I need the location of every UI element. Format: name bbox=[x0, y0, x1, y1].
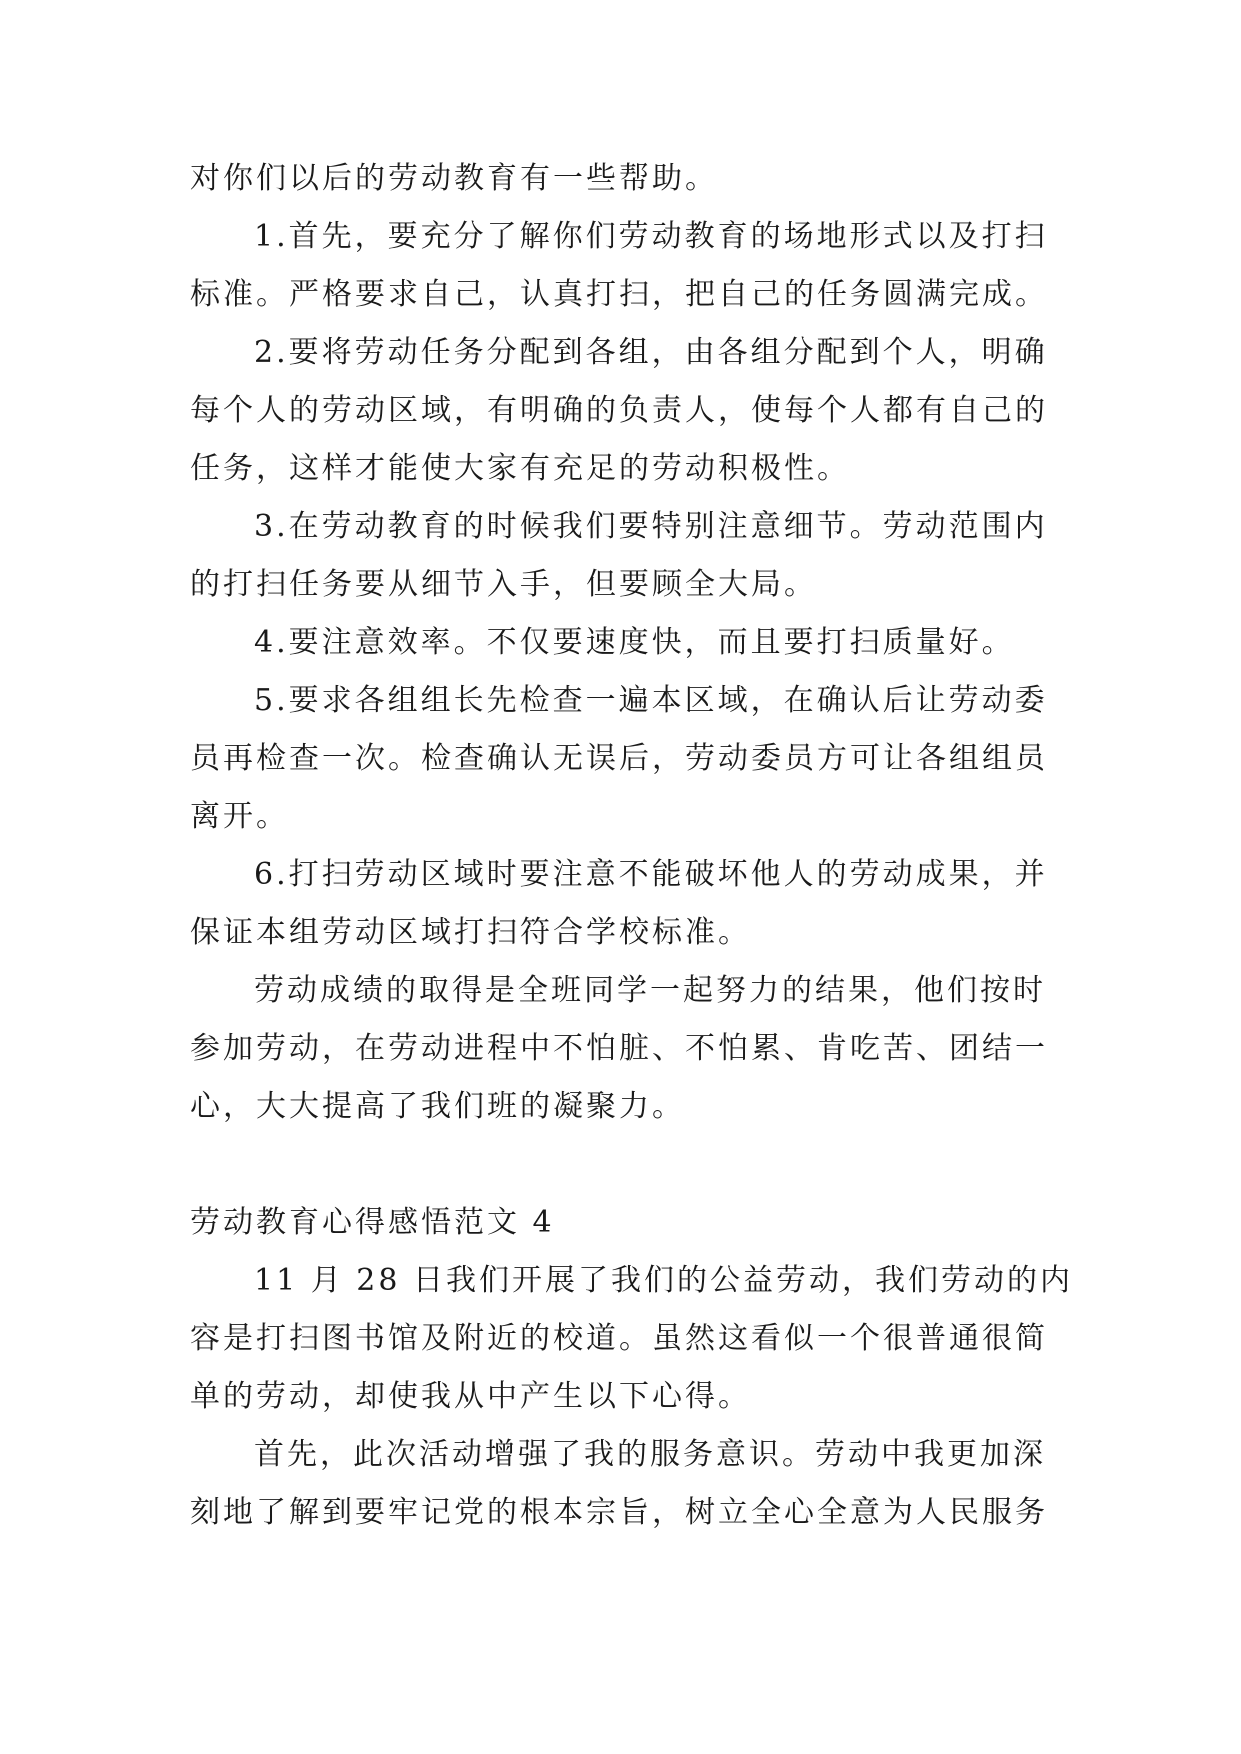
text-line: 容是打扫图书馆及附近的校道。虽然这看似一个很普通很简 bbox=[190, 1321, 1048, 1356]
section-heading: 劳动教育心得感悟范文 4 bbox=[190, 1205, 555, 1240]
section-gap bbox=[190, 1136, 1060, 1194]
text-line: 对你们以后的劳动教育有一些帮助。 bbox=[190, 161, 718, 196]
text-line: 离开。 bbox=[190, 799, 289, 834]
list-item-1: 1.首先，要充分了解你们劳动教育的场地形式以及打扫 bbox=[254, 219, 1048, 254]
paragraph-start: 首先，此次活动增强了我的服务意识。劳动中我更加深 bbox=[254, 1437, 1046, 1472]
text-line: 刻地了解到要牢记党的根本宗旨，树立全心全意为人民服务 bbox=[190, 1495, 1048, 1530]
text-line: 任务，这样才能使大家有充足的劳动积极性。 bbox=[190, 451, 850, 486]
text-line: 的打扫任务要从细节入手，但要顾全大局。 bbox=[190, 567, 817, 602]
document-body bbox=[190, 150, 1073, 1542]
text-line: 员再检查一次。检查确认无误后，劳动委员方可让各组组员 bbox=[190, 741, 1048, 776]
text-line: 参加劳动，在劳动进程中不怕脏、不怕累、肯吃苦、团结一 bbox=[190, 1031, 1048, 1066]
text-line: 每个人的劳动区域，有明确的负责人，使每个人都有自己的 bbox=[190, 393, 1048, 428]
paragraph-start: 11 月 28 日我们开展了我们的公益劳动，我们劳动的内 bbox=[254, 1263, 1073, 1298]
text-line: 单的劳动，却使我从中产生以下心得。 bbox=[190, 1379, 751, 1414]
list-item-6: 6.打扫劳动区域时要注意不能破坏他人的劳动成果，并 bbox=[254, 857, 1048, 892]
list-item-2: 2.要将劳动任务分配到各组，由各组分配到个人，明确 bbox=[254, 335, 1048, 370]
paragraph-start: 劳动成绩的取得是全班同学一起努力的结果，他们按时 bbox=[254, 973, 1046, 1008]
text-line: 保证本组劳动区域打扫符合学校标准。 bbox=[190, 915, 751, 950]
list-item-4: 4.要注意效率。不仅要速度快，而且要打扫质量好。 bbox=[254, 625, 1015, 660]
text-line: 标准。严格要求自己，认真打扫，把自己的任务圆满完成。 bbox=[190, 277, 1048, 312]
list-item-3: 3.在劳动教育的时候我们要特别注意细节。劳动范围内 bbox=[254, 509, 1048, 544]
list-item-5: 5.要求各组组长先检查一遍本区域，在确认后让劳动委 bbox=[254, 683, 1048, 718]
text-line: 心，大大提高了我们班的凝聚力。 bbox=[190, 1089, 685, 1124]
